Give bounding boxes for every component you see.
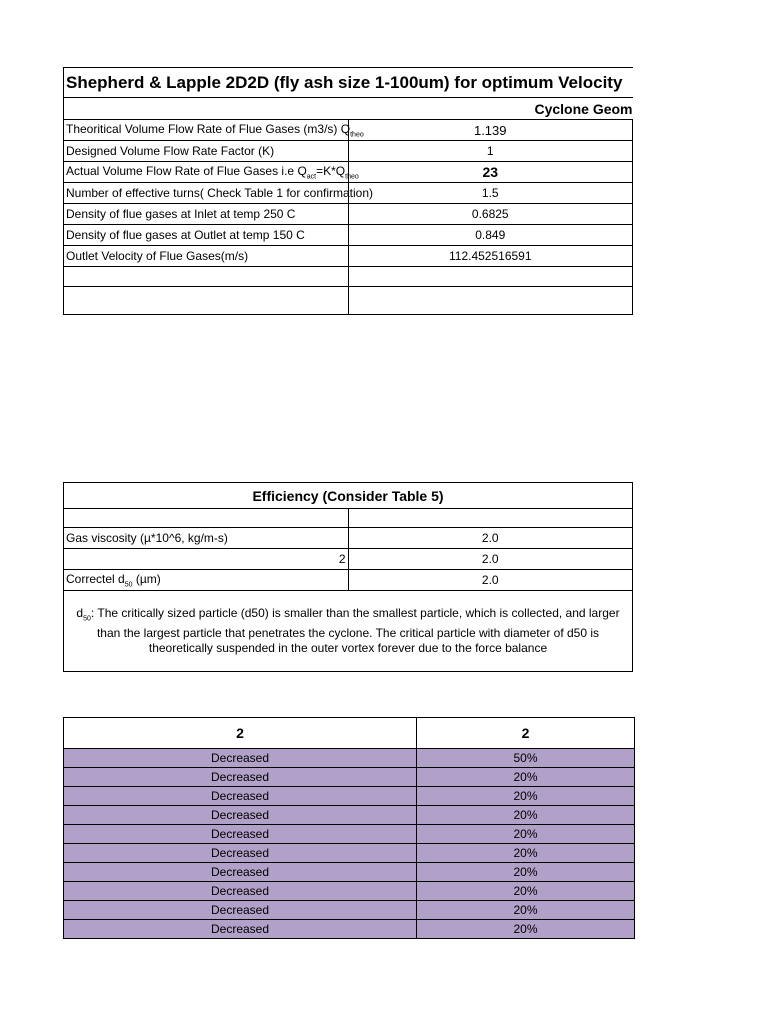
row-value[interactable]: 1.139 — [348, 120, 633, 141]
status-cell[interactable]: Decreased — [64, 920, 417, 939]
empty-cell[interactable] — [64, 509, 349, 528]
row-label[interactable]: Number of effective turns( Check Table 1 for confirmation) — [64, 183, 349, 204]
percent-cell[interactable]: 20% — [417, 901, 635, 920]
table-row — [64, 787, 635, 806]
table-row — [64, 287, 633, 315]
table-row — [64, 901, 635, 920]
row-value[interactable]: 2.0 — [348, 528, 633, 549]
status-cell[interactable]: Decreased — [64, 882, 417, 901]
percent-cell[interactable]: 20% — [417, 806, 635, 825]
section-title: Shepherd & Lapple 2D2D (fly ash size 1-100um) for optimum Velocity — [64, 68, 633, 98]
percent-cell[interactable]: 20% — [417, 920, 635, 939]
percent-cell[interactable]: 50% — [417, 749, 635, 768]
table-row — [64, 225, 633, 246]
percent-cell[interactable]: 20% — [417, 787, 635, 806]
table-row — [64, 204, 633, 225]
row-label[interactable]: Designed Volume Flow Rate Factor (K) — [64, 141, 349, 162]
row-label[interactable]: Density of flue gases at Inlet at temp 250 C — [64, 204, 349, 225]
status-cell[interactable]: Decreased — [64, 863, 417, 882]
table-row — [64, 570, 633, 591]
percent-cell[interactable]: 20% — [417, 863, 635, 882]
row-value[interactable]: 1 — [348, 141, 633, 162]
table-row — [64, 509, 633, 528]
table-row — [64, 863, 635, 882]
table-row — [64, 844, 635, 863]
status-cell[interactable]: Decreased — [64, 825, 417, 844]
table-row — [64, 162, 633, 183]
table-header-row — [64, 718, 635, 749]
row-value[interactable]: 2.0 — [348, 570, 633, 591]
status-cell[interactable]: Decreased — [64, 787, 417, 806]
status-cell[interactable]: Decreased — [64, 768, 417, 787]
section-subtitle: Cyclone Geom — [64, 98, 633, 120]
table-row — [64, 825, 635, 844]
row-label[interactable]: Theoritical Volume Flow Rate of Flue Gases (m3/s) $Q_{theo}$ — [64, 120, 349, 141]
table-row — [64, 528, 633, 549]
table-row — [64, 749, 635, 768]
table-row — [64, 141, 633, 162]
header-left[interactable]: 2 — [64, 718, 417, 749]
percent-cell[interactable]: 20% — [417, 768, 635, 787]
empty-cell[interactable] — [64, 267, 349, 287]
row-label[interactable]: Outlet Velocity of Flue Gases(m/s) — [64, 246, 349, 267]
table-row — [64, 882, 635, 901]
row-value[interactable]: 23 — [348, 162, 633, 183]
empty-cell[interactable] — [348, 267, 633, 287]
table-row — [64, 549, 633, 570]
row-label[interactable]: Correctel $d_{50}$ (µm) — [64, 570, 349, 591]
d50-note[interactable]: $d_{50}$: The critically sized particle (d50) is smaller than the smallest particle, which is collected, and larger than the largest particle that penetrates the cyclone. The critical particle with diameter of d50 is theoretically suspended in the outer vortex forever due to the force balance — [64, 591, 633, 672]
row-value[interactable]: 0.849 — [348, 225, 633, 246]
row-label[interactable]: Density of flue gases at Outlet at temp 150 C — [64, 225, 349, 246]
efficiency-table — [63, 482, 633, 672]
row-value[interactable]: 112.452516591 — [348, 246, 633, 267]
status-cell[interactable]: Decreased — [64, 901, 417, 920]
empty-cell[interactable] — [348, 509, 633, 528]
table-row — [64, 120, 633, 141]
empty-cell[interactable] — [64, 287, 349, 315]
percent-cell[interactable]: 20% — [417, 882, 635, 901]
table-row — [64, 920, 635, 939]
results-section — [63, 717, 633, 939]
row-label[interactable]: Gas viscosity (µ*10^6, kg/m-s) — [64, 528, 349, 549]
header-right[interactable]: 2 — [417, 718, 635, 749]
row-value[interactable]: 2.0 — [348, 549, 633, 570]
table-row — [64, 183, 633, 204]
percent-cell[interactable]: 20% — [417, 844, 635, 863]
empty-cell[interactable] — [348, 287, 633, 315]
status-cell[interactable]: Decreased — [64, 749, 417, 768]
table-row — [64, 768, 635, 787]
status-cell[interactable]: Decreased — [64, 844, 417, 863]
status-cell[interactable]: Decreased — [64, 806, 417, 825]
section-title: Efficiency (Consider Table 5) — [64, 483, 633, 509]
percent-cell[interactable]: 20% — [417, 825, 635, 844]
results-table — [63, 717, 635, 939]
table-row — [64, 267, 633, 287]
table-row — [64, 806, 635, 825]
row-label[interactable]: Actual Volume Flow Rate of Flue Gases i.e $Q_{act}=K*Q_{theo}$ — [64, 162, 349, 183]
efficiency-section — [63, 482, 633, 672]
cyclone-geometry-table — [63, 67, 633, 315]
cyclone-geometry-section — [63, 67, 633, 315]
row-value[interactable]: 1.5 — [348, 183, 633, 204]
table-row — [64, 246, 633, 267]
row-value[interactable]: 0.6825 — [348, 204, 633, 225]
row-label[interactable]: 2 — [64, 549, 349, 570]
